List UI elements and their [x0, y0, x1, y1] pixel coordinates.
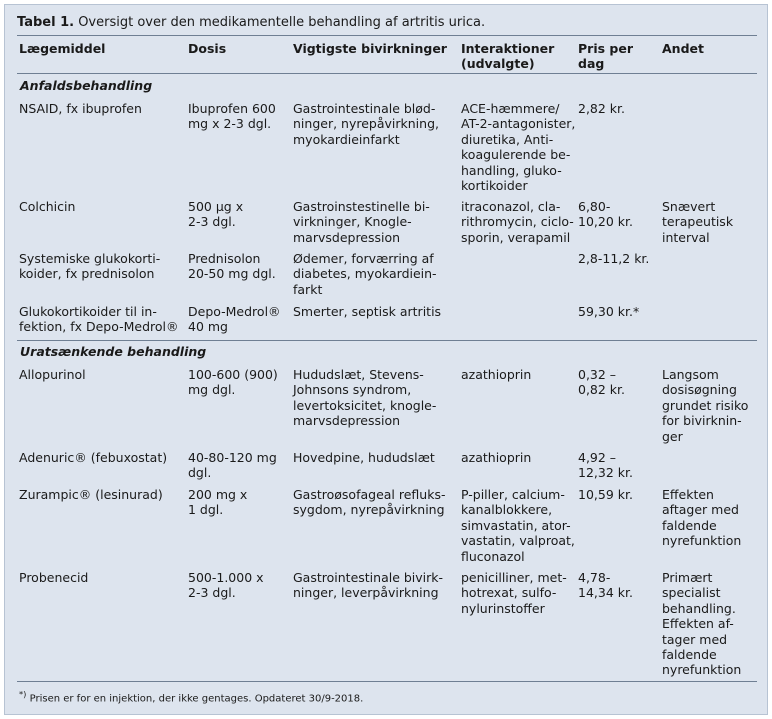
cell-price: 10,59 kr.: [578, 487, 633, 502]
col-header-drug: Lægemiddel: [19, 41, 106, 56]
cell-interactions: azathioprin: [461, 450, 532, 465]
cell-interactions: azathioprin: [461, 367, 532, 382]
table-panel: [4, 4, 768, 715]
cell-price: 4,78- 14,34 kr.: [578, 570, 633, 601]
cell-drug: Glukokortikoider til in- fektion, fx Depo-Medrol®: [19, 304, 179, 335]
col-header-price: Pris per dag: [578, 41, 633, 72]
cell-interactions: ACE-hæmmere/ AT-2-antagonister, diuretika, Anti- koagulerende be- handling, gluko- kortikoider: [461, 101, 576, 194]
section-title: Anfaldsbehandling: [20, 78, 153, 93]
cell-other: Langsom dosisøgning grundet risiko for bivirknin- ger: [662, 367, 749, 444]
cell-dose: 500 µg x 2-3 dgl.: [188, 199, 244, 230]
cell-side-effects: Hovedpine, hududslæt: [293, 450, 435, 465]
table-title: [17, 15, 485, 31]
cell-dose: Depo-Medrol® 40 mg: [188, 304, 281, 335]
cell-dose: 500-1.000 x 2-3 dgl.: [188, 570, 264, 601]
col-header-side-effects: Vigtigste bivirkninger: [293, 41, 447, 56]
cell-drug: Systemiske glukokorti- koider, fx prednisolon: [19, 251, 161, 282]
cell-drug: Zurampic® (lesinurad): [19, 487, 163, 502]
rule-header: [17, 73, 757, 74]
col-header-interactions: Interaktioner (udvalgte): [461, 41, 555, 72]
col-header-other: Andet: [662, 41, 704, 56]
cell-side-effects: Gastrointestinale blød- ninger, nyrepåvirkning, myokardieinfarkt: [293, 101, 439, 147]
section-title: Uratsænkende behandling: [20, 344, 207, 359]
cell-other: Effekten aftager med faldende nyrefunktion: [662, 487, 742, 549]
cell-other: Primært specialist behandling. Effekten af- tager med faldende nyrefunktion: [662, 570, 742, 678]
cell-price: 4,92 – 12,32 kr.: [578, 450, 633, 481]
rule-top: [17, 35, 757, 36]
footnote-text: Prisen er for en injektion, der ikke gentages. Opdateret 30/9-2018.: [29, 693, 364, 705]
col-header-dose: Dosis: [188, 41, 227, 56]
cell-price: 59,30 kr.*: [578, 304, 640, 319]
footnote: [19, 688, 363, 705]
cell-drug: Probenecid: [19, 570, 89, 585]
cell-drug: NSAID, fx ibuprofen: [19, 101, 142, 116]
table-label: Tabel 1.: [17, 15, 75, 30]
rule-section: [17, 340, 757, 341]
cell-side-effects: Gastrointestinale bivirk- ninger, leverpåvirkning: [293, 570, 444, 601]
cell-side-effects: Gastroøsofageal refluks- sygdom, nyrepåvirkning: [293, 487, 446, 518]
cell-dose: 40-80-120 mg dgl.: [188, 450, 277, 481]
table-caption: Oversigt over den medikamentelle behandling af artritis urica.: [78, 15, 486, 30]
cell-side-effects: Gastroinstestinelle bi- virkninger, Knogle- marvsdepression: [293, 199, 430, 245]
footnote-mark: *): [19, 689, 27, 699]
cell-dose: 200 mg x 1 dgl.: [188, 487, 248, 518]
cell-price: 2,82 kr.: [578, 101, 626, 116]
cell-drug: Allopurinol: [19, 367, 86, 382]
cell-dose: 100-600 (900) mg dgl.: [188, 367, 278, 398]
cell-interactions: penicilliner, met- hotrexat, sulfo- nylurinstoffer: [461, 570, 567, 616]
cell-interactions: P-piller, calcium- kanalblokkere, simvastatin, ator- vastatin, valproat, fluconazol: [461, 487, 575, 564]
cell-side-effects: Hududslæt, Stevens- Johnsons syndrom, levertoksicitet, knogle- marvsdepression: [293, 367, 437, 429]
cell-dose: Prednisolon 20-50 mg dgl.: [188, 251, 276, 282]
cell-interactions: itraconazol, cla- rithromycin, ciclo- sporin, verapamil: [461, 199, 574, 245]
cell-price: 6,80- 10,20 kr.: [578, 199, 633, 230]
cell-side-effects: Smerter, septisk artritis: [293, 304, 442, 319]
cell-drug: Colchicin: [19, 199, 76, 214]
cell-price: 0,32 – 0,82 kr.: [578, 367, 626, 398]
cell-side-effects: Ødemer, forværring af diabetes, myokardiein- farkt: [293, 251, 437, 297]
cell-dose: Ibuprofen 600 mg x 2-3 dgl.: [188, 101, 276, 132]
rule-bottom: [17, 681, 757, 682]
cell-drug: Adenuric® (febuxostat): [19, 450, 168, 465]
cell-price: 2,8-11,2 kr.: [578, 251, 650, 266]
cell-other: Snævert terapeutisk interval: [662, 199, 734, 245]
